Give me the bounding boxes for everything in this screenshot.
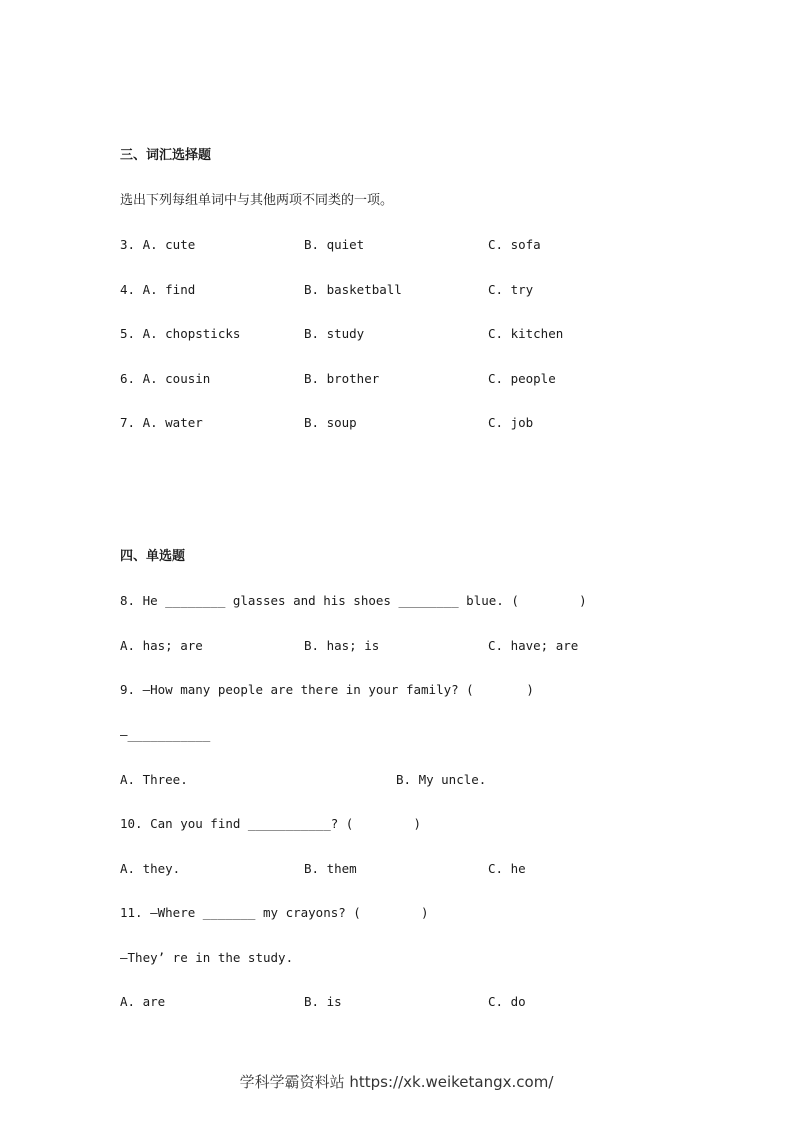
question-7-option-a: 7. A. water	[120, 415, 203, 430]
question-10-option-c: C. he	[488, 861, 526, 876]
question-9-answer-line: —___________	[120, 727, 211, 742]
question-4-option-a: 4. A. find	[120, 282, 196, 297]
question-9-stem: 9. —How many people are there in your family? ( )	[120, 682, 534, 697]
question-8-option-b: B. has; is	[304, 638, 380, 653]
question-7-option-c: C. job	[488, 415, 534, 430]
question-10-stem: 10. Can you find ___________? ( )	[120, 816, 422, 831]
question-9-option-b: B. My uncle.	[396, 772, 487, 787]
question-8-stem: 8. He ________ glasses and his shoes ________ blue. ( )	[120, 593, 587, 608]
section-4-heading: 四、单选题	[120, 549, 186, 564]
question-4-option-c: C. try	[488, 282, 534, 297]
section-3-instruction: 选出下列每组单词中与其他两项不同类的一项。	[120, 193, 394, 208]
question-11-reply: —They’ re in the study.	[120, 950, 294, 965]
question-9-option-a: A. Three.	[120, 772, 188, 787]
question-3-option-c: C. sofa	[488, 237, 541, 252]
footer-site-text: 学科学霸资料站 https://xk.weiketangx.com/	[239, 1073, 554, 1091]
question-10-option-b: B. them	[304, 861, 357, 876]
question-3-option-b: B. quiet	[304, 237, 365, 252]
question-8-option-a: A. has; are	[120, 638, 203, 653]
question-11-option-b: B. is	[304, 994, 342, 1009]
question-6-option-b: B. brother	[304, 371, 380, 386]
question-5-option-a: 5. A. chopsticks	[120, 326, 241, 341]
question-6-option-c: C. people	[488, 371, 556, 386]
question-11-option-c: C. do	[488, 994, 526, 1009]
question-5-option-c: C. kitchen	[488, 326, 564, 341]
question-10-option-a: A. they.	[120, 861, 181, 876]
section-3-heading: 三、词汇选择题	[120, 148, 212, 163]
question-6-option-a: 6. A. cousin	[120, 371, 211, 386]
question-5-option-b: B. study	[304, 326, 365, 341]
question-3-option-a: 3. A. cute	[120, 237, 196, 252]
question-11-stem: 11. —Where _______ my crayons? ( )	[120, 905, 429, 920]
question-8-option-c: C. have; are	[488, 638, 579, 653]
question-4-option-b: B. basketball	[304, 282, 402, 297]
question-11-option-a: A. are	[120, 994, 166, 1009]
question-7-option-b: B. soup	[304, 415, 357, 430]
